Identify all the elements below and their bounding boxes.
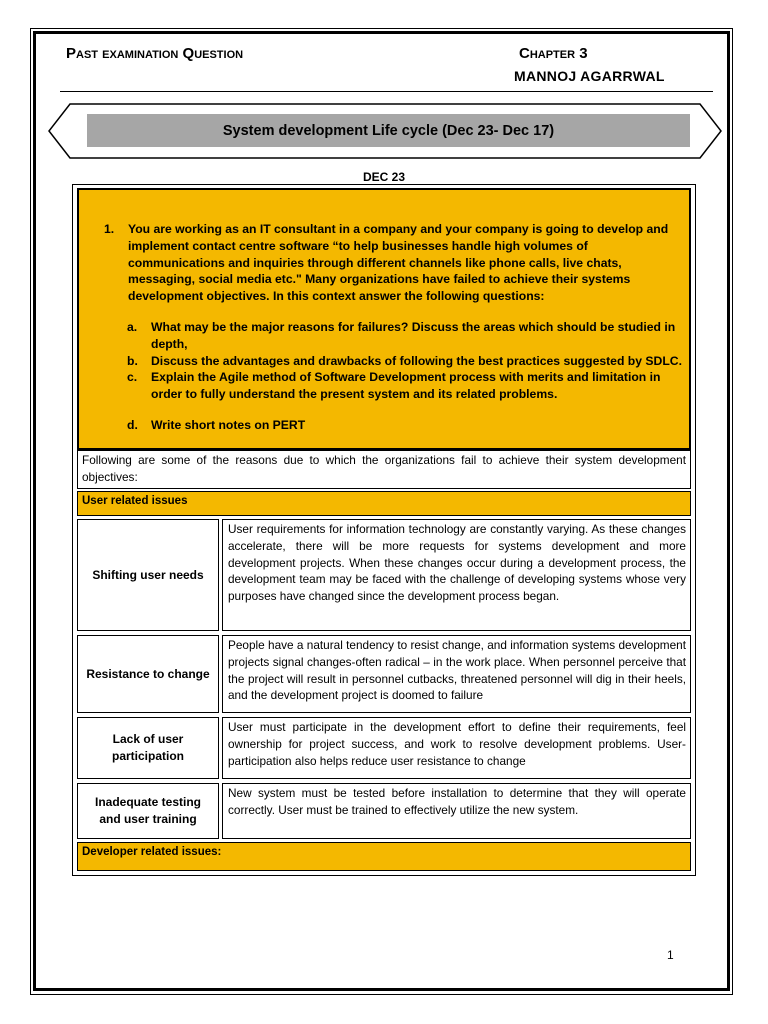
page-number: 1 (667, 948, 674, 962)
row-text-inadequate-testing: New system must be tested before installation to determine that they will operate correctly. User must be trained to effectively utilize the new system. (222, 783, 691, 839)
question-part-a: a. What may be the major reasons for failures? Discuss the areas which should be studied in depth, (127, 320, 676, 351)
row-text-resistance-to-change: People have a natural tendency to resist change, and information systems development projects signal changes-often radical – in the work place. When personnel perceive that the project will result in personnel cutbacks, threatened personnel will dig in their heels, and the development project is doomed to failure (222, 635, 691, 713)
header-chapter: Chapter 3 (519, 45, 588, 62)
question-part-b: b. Discuss the advantages and drawbacks of following the best practices suggested by SDLC. (127, 354, 682, 368)
header-author: MANNOJ AGARRWAL (514, 68, 665, 84)
banner-title: System development Life cycle (Dec 23- Dec 17) (87, 114, 690, 147)
question-part-d: d. Write short notes on PERT (127, 418, 306, 432)
question-main (104, 221, 676, 305)
intro-text: Following are some of the reasons due to which the organizations fail to achieve their system development objectives: (82, 453, 686, 484)
row-label-shifting-user-needs: Shifting user needs (77, 519, 219, 631)
user-issues-heading: User related issues (82, 495, 188, 507)
row-text-lack-of-user-participation: User must participate in the development effort to define their requirements, feel ownership for project success, and work to resolve development problems. User-participation also helps reduce user resistance to change (222, 717, 691, 779)
row-label-inadequate-testing: Inadequate testing and user training (77, 783, 219, 839)
row-label-lack-of-user-participation: Lack of user participation (77, 717, 219, 779)
header-left-title: Past examination Question (66, 45, 244, 62)
question-text: You are working as an IT consultant in a company and your company is going to develop and implement contact centre software “to help businesses handle high volumes of communications and inquiries through different channels like phone calls, live chats, messaging, social media etc." Many organizations have failed to achieve their systems development objectives. In this context answer the following questions: (128, 222, 669, 304)
question-number: 1. (104, 222, 115, 236)
row-text-shifting-user-needs: User requirements for information technology are constantly varying. As these changes accelerate, there will be more requests for systems development and more development projects. When these changes occur during a development process, the development team may be faced with the challenge of developing systems whose very purposes have changed since the development process began. (222, 519, 691, 631)
question-part-c: c. Explain the Agile method of Software Development process with merits and limitation in order to fully understand the present system and its related problems. (127, 370, 661, 401)
header-divider (60, 91, 713, 92)
row-label-resistance-to-change: Resistance to change (77, 635, 219, 713)
section-label: DEC 23 (362, 170, 406, 184)
developer-issues-heading: Developer related issues: (82, 846, 222, 858)
